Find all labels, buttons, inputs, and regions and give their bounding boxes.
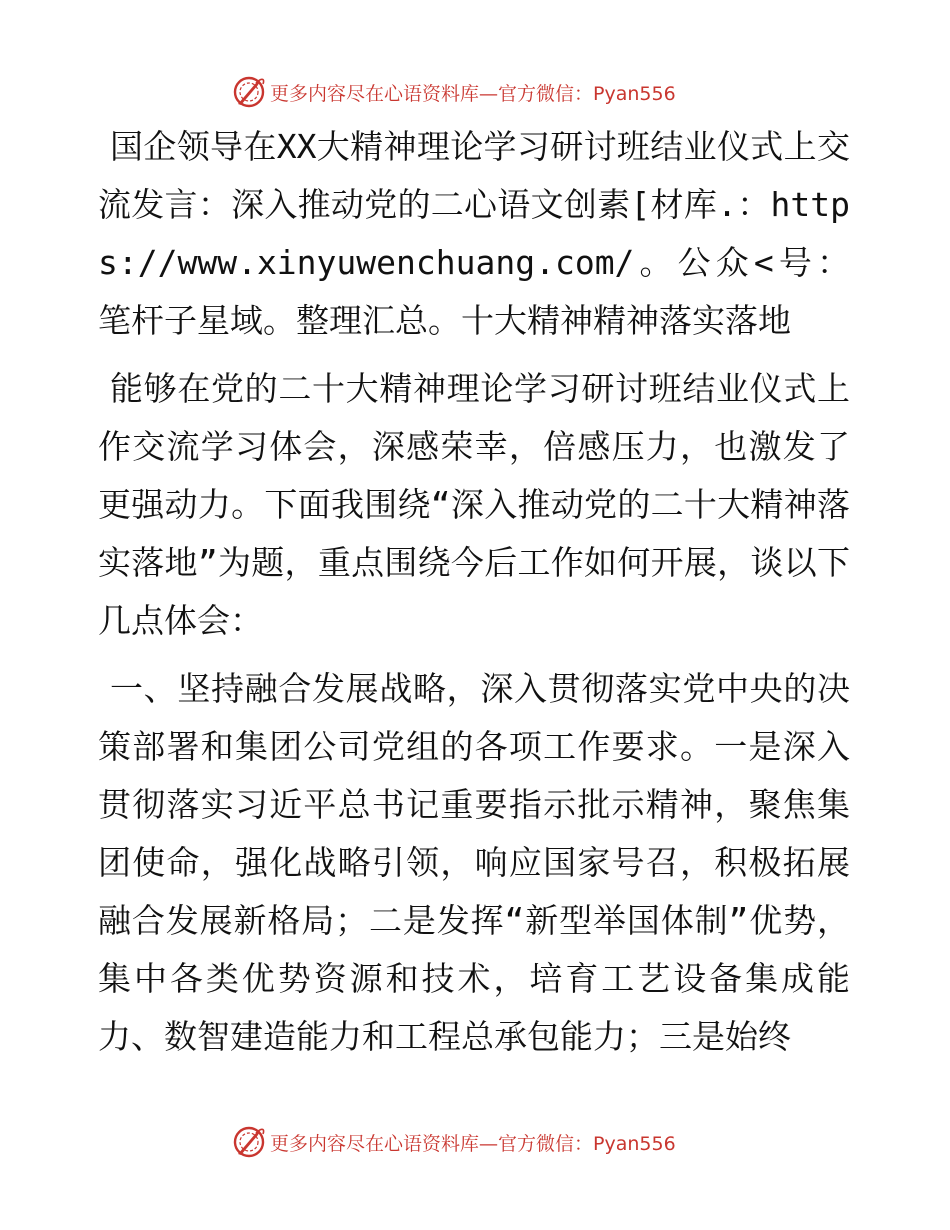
document-title: 国企领导在XX大精神理论学习研讨班结业仪式上交流发言：深入推动党的二心语文创素[材库.：https://www.xinyuwenchuang.com/。公众<号：笔杆子星域。整理汇总。十大精神精神落实落地 — [98, 127, 850, 340]
quill-pen-logo-icon — [232, 1125, 266, 1159]
document-body — [98, 118, 850, 1066]
banner-wechat-label: 官方微信： — [498, 82, 594, 105]
banner-separator: — — [479, 82, 499, 105]
banner-text — [270, 79, 676, 106]
banner-text — [270, 1129, 676, 1156]
footer-banner — [232, 1122, 752, 1162]
banner-wechat-id: Pyan556 — [593, 1132, 676, 1155]
quill-pen-logo-icon — [232, 75, 266, 109]
banner-wechat-id: Pyan556 — [593, 82, 676, 105]
paragraph-section-one: 一、坚持融合发展战略，深入贯彻落实党中央的决策部署和集团公司党组的各项工作要求。一是深入贯彻落实习近平总书记重要指示批示精神，聚焦集团使命，强化战略引领，响应国家号召，积极拓展融合发展新格局；二是发挥“新型举国体制”优势，集中各类优势资源和技术，培育工艺设备集成能力、数智建造能力和工程总承包能力；三是始终 — [98, 669, 850, 1056]
paragraph-intro: 能够在党的二十大精神理论学习研讨班结业仪式上作交流学习体会，深感荣幸，倍感压力，也激发了更强动力。下面我围绕“深入推动党的二十大精神落实落地”为题，重点围绕今后工作如何开展，谈以下几点体会： — [98, 369, 850, 640]
banner-separator: — — [479, 1132, 499, 1155]
banner-wechat-label: 官方微信： — [498, 1132, 594, 1155]
banner-slogan: 更多内容尽在心语资料库 — [270, 1132, 480, 1155]
banner-slogan: 更多内容尽在心语资料库 — [270, 82, 480, 105]
header-banner — [232, 72, 752, 112]
